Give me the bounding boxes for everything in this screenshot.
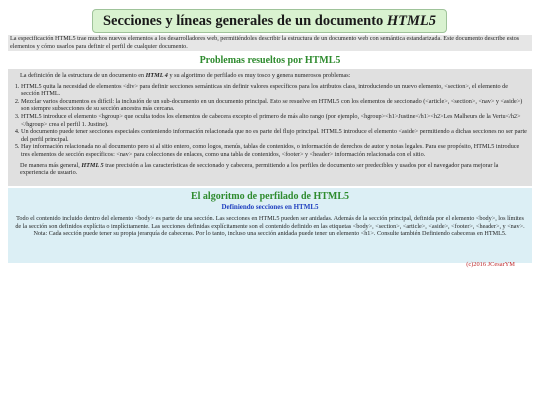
- problems-list-item: 1. HTML5 quita la necesidad de elementos <div> para definir secciones semánticas sin definir valores específicos para los atributos class, introduciendo un nuevo elemento, <section>, el elemento de sección HTML.: [21, 83, 528, 98]
- problems-list: [12, 83, 528, 159]
- problems-lead-a: La definición de la estructura de un documento en: [20, 72, 146, 79]
- page-title-text: Secciones y líneas generales de un documento: [102, 13, 387, 29]
- copyright-text: (c)2016 JCesarYM: [466, 261, 515, 268]
- problems-tail: [12, 162, 528, 177]
- algorithm-body: Todo el contenido incluido dentro del elemento <body> es parte de una sección. Las secciones en HTML5 pueden ser anidadas. Además de la sección principal, definida por el elemento <body>, los límites de la sección son definidos explícita o implícitamente. Las secciones definidas explícitamente son el contenido definido en las etiquetas <body>, <section>, <article>, <aside>, <footer>, <header>, y <nav>. Nota: Cada sección puede tener su propia jerarquía de cabeceras. Por lo tanto, incluso una sección anidada puede tener un elemento <h1>. Consulte también Definiendo cabeceras en HTML5.: [15, 215, 525, 238]
- algorithm-heading: El algoritmo de perfilado de HTML5: [190, 191, 350, 202]
- problems-lead-emphasis: HTML 4: [145, 72, 168, 79]
- page-title-emphasis: HTML5: [386, 13, 437, 29]
- problems-lead: [12, 72, 528, 80]
- algorithm-box: [8, 188, 532, 263]
- problems-tail-a: De manera más general,: [20, 161, 82, 169]
- problems-heading: Problemas resueltos por HTML5: [199, 55, 341, 66]
- problems-list-item: 3. HTML5 introduce el elemento <hgroup> que oculta todos los elementos de cabecera excepto el primero de más alto rango (por ejemplo, <hgroup><h1>Justine</h1><h2>Les Malheurs de la Vertu</h2></hgroup> crea el perfil 1. Justine).: [21, 113, 528, 128]
- algorithm-subheading: Definiendo secciones en HTML5: [221, 203, 319, 211]
- problems-list-item: 4. Un documento puede tener secciones especiales conteniendo información relacionada que no es parte del flujo principal. HTML5 introduce el elemento <aside> permitiendo a dichas secciones no ser parte del perfil principal.: [21, 128, 528, 143]
- problems-lead-b: y su algoritmo de perfilado es muy tosco y genera numerosos problemas:: [167, 72, 351, 79]
- problems-tail-emphasis: HTML 5: [81, 161, 104, 169]
- problems-list-item: 2. Mezclar varios documentos es difícil: la inclusión de un sub-documento en un documento principal. Esto se resuelve en HTML5 con los elementos de seccionado (<article>, <section>, <nav> y <aside>) son siempre subsecciones de su sección ancestra más cercana.: [21, 98, 528, 113]
- problems-tail-b: trae precisión a las características de seccionado y cabecera, permitiendo a los perfiles de documento ser predecibles y usados por el navegador para mejorar la experiencia de usuario.: [20, 161, 499, 177]
- problems-box: [8, 69, 532, 186]
- page-title: [92, 9, 447, 33]
- problems-list-item: 5. Hay información relacionada no al documento pero si al sitio entero, como logos, menús, tablas de contenidos, o información de derechos de autor y notas legales. Para ese propósito, HTML5 introduce tres elementos de sección específicos: <nav> para colecciones de enlaces, como una tabla de contenidos, <footer> y <header> información relacionada con el sitio.: [21, 143, 528, 158]
- intro-paragraph: La especificación HTML5 trae muchos nuevos elementos a los desarrolladores web, permitiéndoles describir la estructura de un documento web con semántica estandarizada. Este documento describe estos elementos y cómo usarlos para definir el perfil de cualquier documento.: [8, 35, 532, 51]
